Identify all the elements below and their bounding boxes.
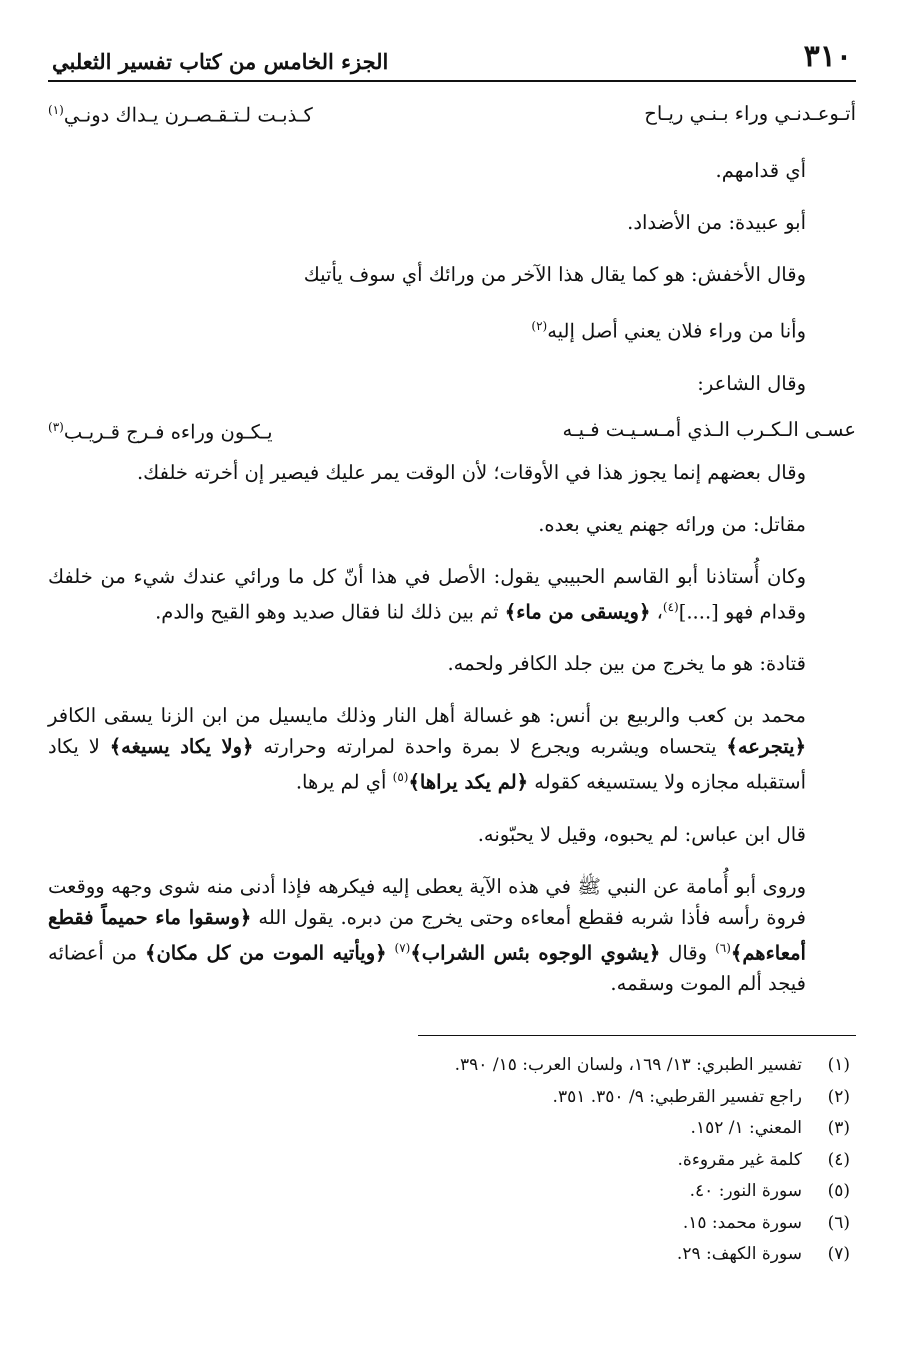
footnote-ref: (١) <box>48 103 64 118</box>
paragraph: مقاتل: من ورائه جهنم يعني بعده. <box>538 512 806 536</box>
verse-left-text: يـكـون وراءه فـرج قـريـب <box>63 420 273 444</box>
page-header <box>48 30 856 82</box>
footnote-item <box>48 1208 850 1240</box>
footnotes <box>48 1050 856 1271</box>
footnote-number: (٥) <box>827 1181 850 1201</box>
paragraph: وقال الأخفش: هو كما يقال هذا الآخر من ورائك أي سوف يأتيك <box>303 263 806 286</box>
footnote-divider <box>418 1035 856 1036</box>
footnote-number: (٦) <box>827 1212 850 1233</box>
running-title: الجزء الخامس من كتاب تفسير الثعلبي <box>52 49 389 74</box>
poetry-verse-1 <box>48 92 856 134</box>
footnote-ref: (٦) <box>715 940 731 955</box>
footnote-text: سورة النور: ٤٠. <box>689 1181 802 1201</box>
paragraph: أي قدامهم. <box>715 159 806 182</box>
footnote-item <box>48 1145 850 1177</box>
paragraph-text: يتحساه ويشربه ويجرع لا بمرة واحدة لمرارته وحرارته <box>263 735 717 758</box>
paragraph: وقال الشاعر: <box>697 371 806 395</box>
paragraph: أبو عبيدة: من الأضداد. <box>627 211 806 234</box>
footnote-item <box>48 1176 850 1208</box>
paragraph <box>48 871 856 1000</box>
footnote-ref: (٤) <box>662 599 679 614</box>
paragraph-text: لا يكاد أستقبله مجازه ولا يستسيغه كقوله <box>48 735 806 794</box>
quran-quote: ﴿يتجرعه﴾ <box>726 735 807 758</box>
paragraph-text: ثم بين ذلك لنا فقال صديد وهو القيح والدم. <box>155 600 499 623</box>
footnote-item <box>48 1082 850 1114</box>
quran-quote: ﴿لم يكد يراها﴾ <box>408 770 529 794</box>
footnote-ref: (٧) <box>394 940 411 955</box>
footnote-item <box>48 1113 850 1145</box>
paragraph-text: محمد بن كعب والربيع بن أنس: هو غسالة أهل النار وذلك مايسيل من ابن الزنا يسقى الكافر <box>48 704 806 727</box>
verse-hemistich-right: عسـى الـكـرب الـذي أمـسـيـت فـيـه <box>562 418 856 441</box>
quran-quote: ﴿يشوي الوجوه بئس الشراب﴾ <box>410 941 661 964</box>
footnote-number: (١) <box>827 1055 850 1075</box>
verse-hemistich-left <box>48 412 273 448</box>
poetry-verse-2 <box>48 409 856 451</box>
footnote-text: تفسير الطبري: ١٣/ ١٦٩، ولسان العرب: ١٥/ ٣٩٠. <box>454 1055 802 1075</box>
verse-hemistich-right: أتـوعـدنـي وراء بـنـي ريـاح <box>644 101 856 125</box>
footnote-number: (٣) <box>827 1118 850 1138</box>
footnote-text: سورة محمد: ١٥. <box>682 1212 802 1233</box>
verse-left-text: كـذبـت لـتـقـصـرن يـداك دونـي <box>63 103 313 127</box>
paragraph-text: من أعضائه فيجد ألم الموت وسقمه. <box>48 941 806 995</box>
quran-quote: ﴿ويسقى من ماء﴾ <box>504 600 651 623</box>
verse-hemistich-left <box>48 95 313 131</box>
footnote-text: كلمة غير مقروءة. <box>677 1149 802 1170</box>
page-number: ٣١٠ <box>803 39 852 74</box>
footnote-text: سورة الكهف: ٢٩. <box>676 1244 802 1264</box>
paragraph <box>48 700 856 798</box>
footnote-number: (٤) <box>827 1149 850 1170</box>
footnote-text: المعني: ١/ ١٥٢. <box>690 1118 802 1138</box>
paragraph: قال ابن عباس: لم يحبوه، وقيل لا يحبّونه. <box>477 822 806 846</box>
paragraph-text: أي لم يرها. <box>295 770 387 794</box>
paragraph-text: وقال <box>668 941 708 964</box>
quran-quote: ﴿وسقوا ماء حميماً فقطع أمعاءهم﴾ <box>48 905 806 964</box>
paragraph: وكان أُستاذنا أبو القاسم الحبيبي يقول: الأصل في هذا أنّ كل ما ورائي عندك شيء من خلفك وقدام فهو [....]$^{(٤)}$، ﴿ويسقى من ماء﴾ ثم بين ذلك لنا فقال صديد وهو القيح والدم. <box>48 564 806 623</box>
footnote-text: راجع تفسير القرطبي: ٩/ ٣٥٠. ٣٥١. <box>552 1086 802 1107</box>
footnote-item <box>48 1239 850 1271</box>
paragraph-text: وأنا من وراء فلان يعني أصل إليه <box>547 319 806 343</box>
footnote-ref: (٢) <box>531 319 548 333</box>
paragraph-text: وكان أُستاذنا أبو القاسم الحبيبي يقول: الأصل في هذا أنّ كل ما ورائي عندك شيء من خلفك وقدام فهو [....] <box>48 564 806 623</box>
paragraph: وقال بعضهم إنما يجوز هذا في الأوقات؛ لأن الوقت يمر عليك فيصير إن أخرته خلفك. <box>136 460 806 484</box>
paragraph-text: وروى أبو أُمامة عن النبي ﷺ في هذه الآية يعطى إليه فيكرهه فإذا أدنى منه شوى وجهه ووقعت فروة رأسه فأذا شربه فقطع أمعاءه وحتى يخرج من دبره. يقول الله <box>48 874 807 929</box>
footnote-number: (٧) <box>827 1244 850 1264</box>
page-body <box>48 92 856 999</box>
footnote-item <box>48 1050 850 1082</box>
quran-quote: ﴿ولا يكاد يسيغه﴾ <box>109 735 254 758</box>
quran-quote: ﴿ويأتيه الموت من كل مكان﴾ <box>145 941 387 964</box>
paragraph: قتادة: هو ما يخرج من بين جلد الكافر ولحمه. <box>447 652 806 675</box>
footnote-number: (٢) <box>827 1086 850 1107</box>
paragraph <box>48 311 856 347</box>
footnote-ref: (٥) <box>392 770 409 784</box>
footnote-ref: (٣) <box>48 419 64 434</box>
